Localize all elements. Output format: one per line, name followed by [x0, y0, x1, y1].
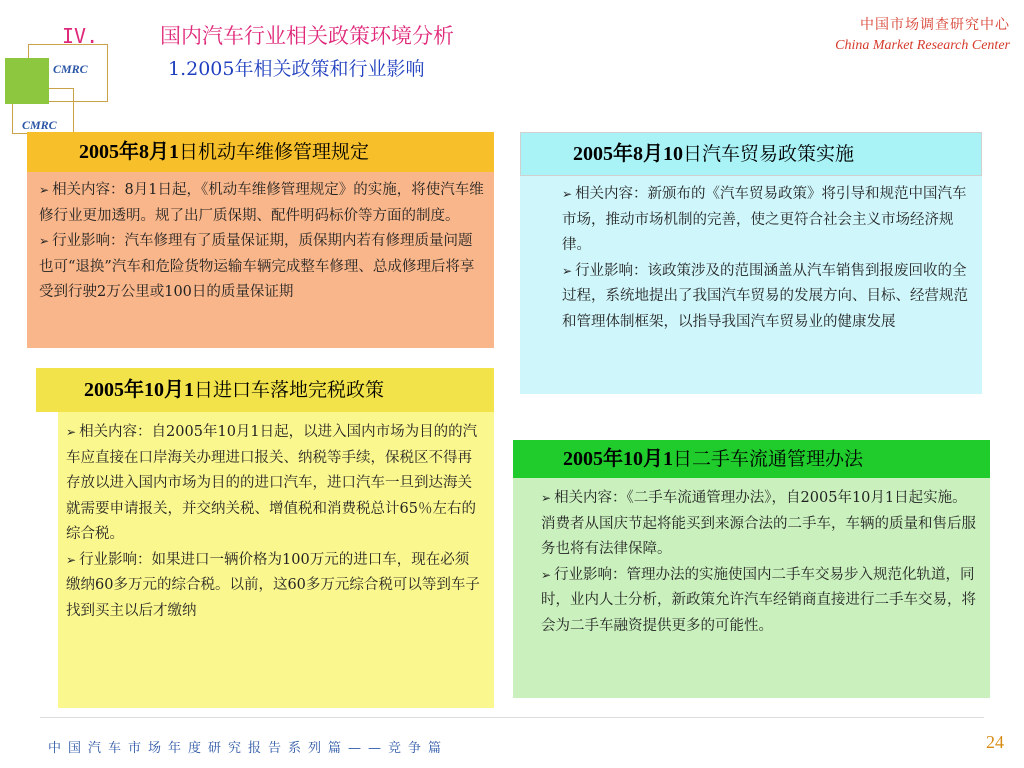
policy-name: 日汽车贸易政策实施 [683, 142, 855, 165]
policy-date: 2005年8月1 [79, 141, 179, 163]
bullet-arrow-icon: ➢ [562, 263, 573, 278]
policy-name: 日二手车流通管理办法 [673, 447, 864, 470]
page-title: 国内汽车行业相关政策环境分析 [160, 24, 454, 48]
org-name-cn: 中国市场调查研究中心 [860, 17, 1010, 33]
policy-body-import-tax [58, 412, 494, 708]
bullet-arrow-icon: ➢ [39, 183, 50, 197]
policy-name: 日机动车维修管理规定 [179, 140, 370, 163]
policy-content-paragraph: ➢ 相关内容：自2005年10月1日起，以进入国内市场为目的的汽车应直接在口岸海关办理进口报关、纳税等手续，保税区不得再存放以进入国内市场为目的的进口汽车，进口汽车一旦到达海关就需要申请报关，并交纳关税、增值税和消费税总计65％左右的综合税。 [66, 424, 478, 542]
bullet-arrow-icon: ➢ [66, 552, 77, 567]
bullet-arrow-icon: ➢ [66, 425, 77, 439]
policy-impact-paragraph: ➢ 行业影响：汽车修理有了质量保证期，质保期内若有修理质量问题也可“退换”汽车和危险货物运输车辆完成整车修理、总成修理后将享受到行驶2万公里或100日的质量保证期 [39, 233, 475, 300]
policy-title-trade [520, 132, 982, 176]
org-name-en: China Market Research Center [835, 38, 1010, 53]
footer-divider [40, 717, 984, 718]
policy-content-paragraph: ➢ 相关内容：新颁布的《汽车贸易政策》将引导和规范中国汽车市场，推动市场机制的完善，使之更符合社会主义市场经济规律。 [562, 186, 967, 253]
bullet-arrow-icon: ➢ [541, 567, 552, 582]
policy-body-maintenance [27, 172, 494, 348]
section-number: IV. [62, 24, 99, 48]
page-number: 24 [986, 732, 1004, 752]
bullet-arrow-icon: ➢ [39, 234, 50, 248]
logo-text: CMRC [53, 62, 88, 76]
policy-title-maintenance [27, 132, 494, 172]
policy-impact-paragraph: ➢ 行业影响：如果进口一辆价格为100万元的进口车，现在必须缴纳60多万元的综合税。以前，这60多万元综合税可以等到车子找到买主以后才缴纳 [66, 551, 480, 619]
bullet-arrow-icon: ➢ [562, 187, 573, 201]
bullet-arrow-icon: ➢ [541, 491, 552, 505]
policy-date: 2005年8月10 [573, 143, 683, 165]
policy-title-used-car [513, 440, 990, 478]
policy-name: 日进口车落地完税政策 [194, 378, 385, 401]
footer-series-title: 中国汽车市场年度研究报告系列篇——竞争篇 [48, 741, 449, 756]
policy-body-used-car [513, 478, 990, 698]
page-subtitle: 1.2005年相关政策和行业影响 [168, 58, 425, 80]
logo-text-secondary: CMRC [22, 118, 57, 132]
policy-impact-paragraph: ➢ 行业影响：该政策涉及的范围涵盖从汽车销售到报废回收的全过程，系统地提出了我国汽车贸易的发展方向、目标、经营规范和管理体制框架，以指导我国汽车贸易业的健康发展 [562, 262, 968, 330]
policy-impact-paragraph: ➢ 行业影响：管理办法的实施使国内二手车交易步入规范化轨道，同时，业内人士分析，新政策允许汽车经销商直接进行二手车交易，将会为二手车融资提供更多的可能性。 [541, 566, 976, 634]
policy-content-paragraph: ➢ 相关内容：《二手车流通管理办法》，自2005年10月1日起实施。消费者从国庆节起将能买到来源合法的二手车，车辆的质量和售后服务也将有法律保障。 [541, 490, 976, 557]
policy-title-import-tax [36, 368, 494, 412]
logo-green-square [5, 58, 49, 104]
policy-date: 2005年10月1 [84, 379, 194, 401]
policy-content-paragraph: ➢ 相关内容：8月1日起，《机动车维修管理规定》的实施，将使汽车维修行业更加透明。规了出厂质保期、配件明码标价等方面的制度。 [39, 182, 484, 224]
policy-date: 2005年10月1 [563, 448, 673, 470]
policy-body-trade [520, 176, 982, 394]
